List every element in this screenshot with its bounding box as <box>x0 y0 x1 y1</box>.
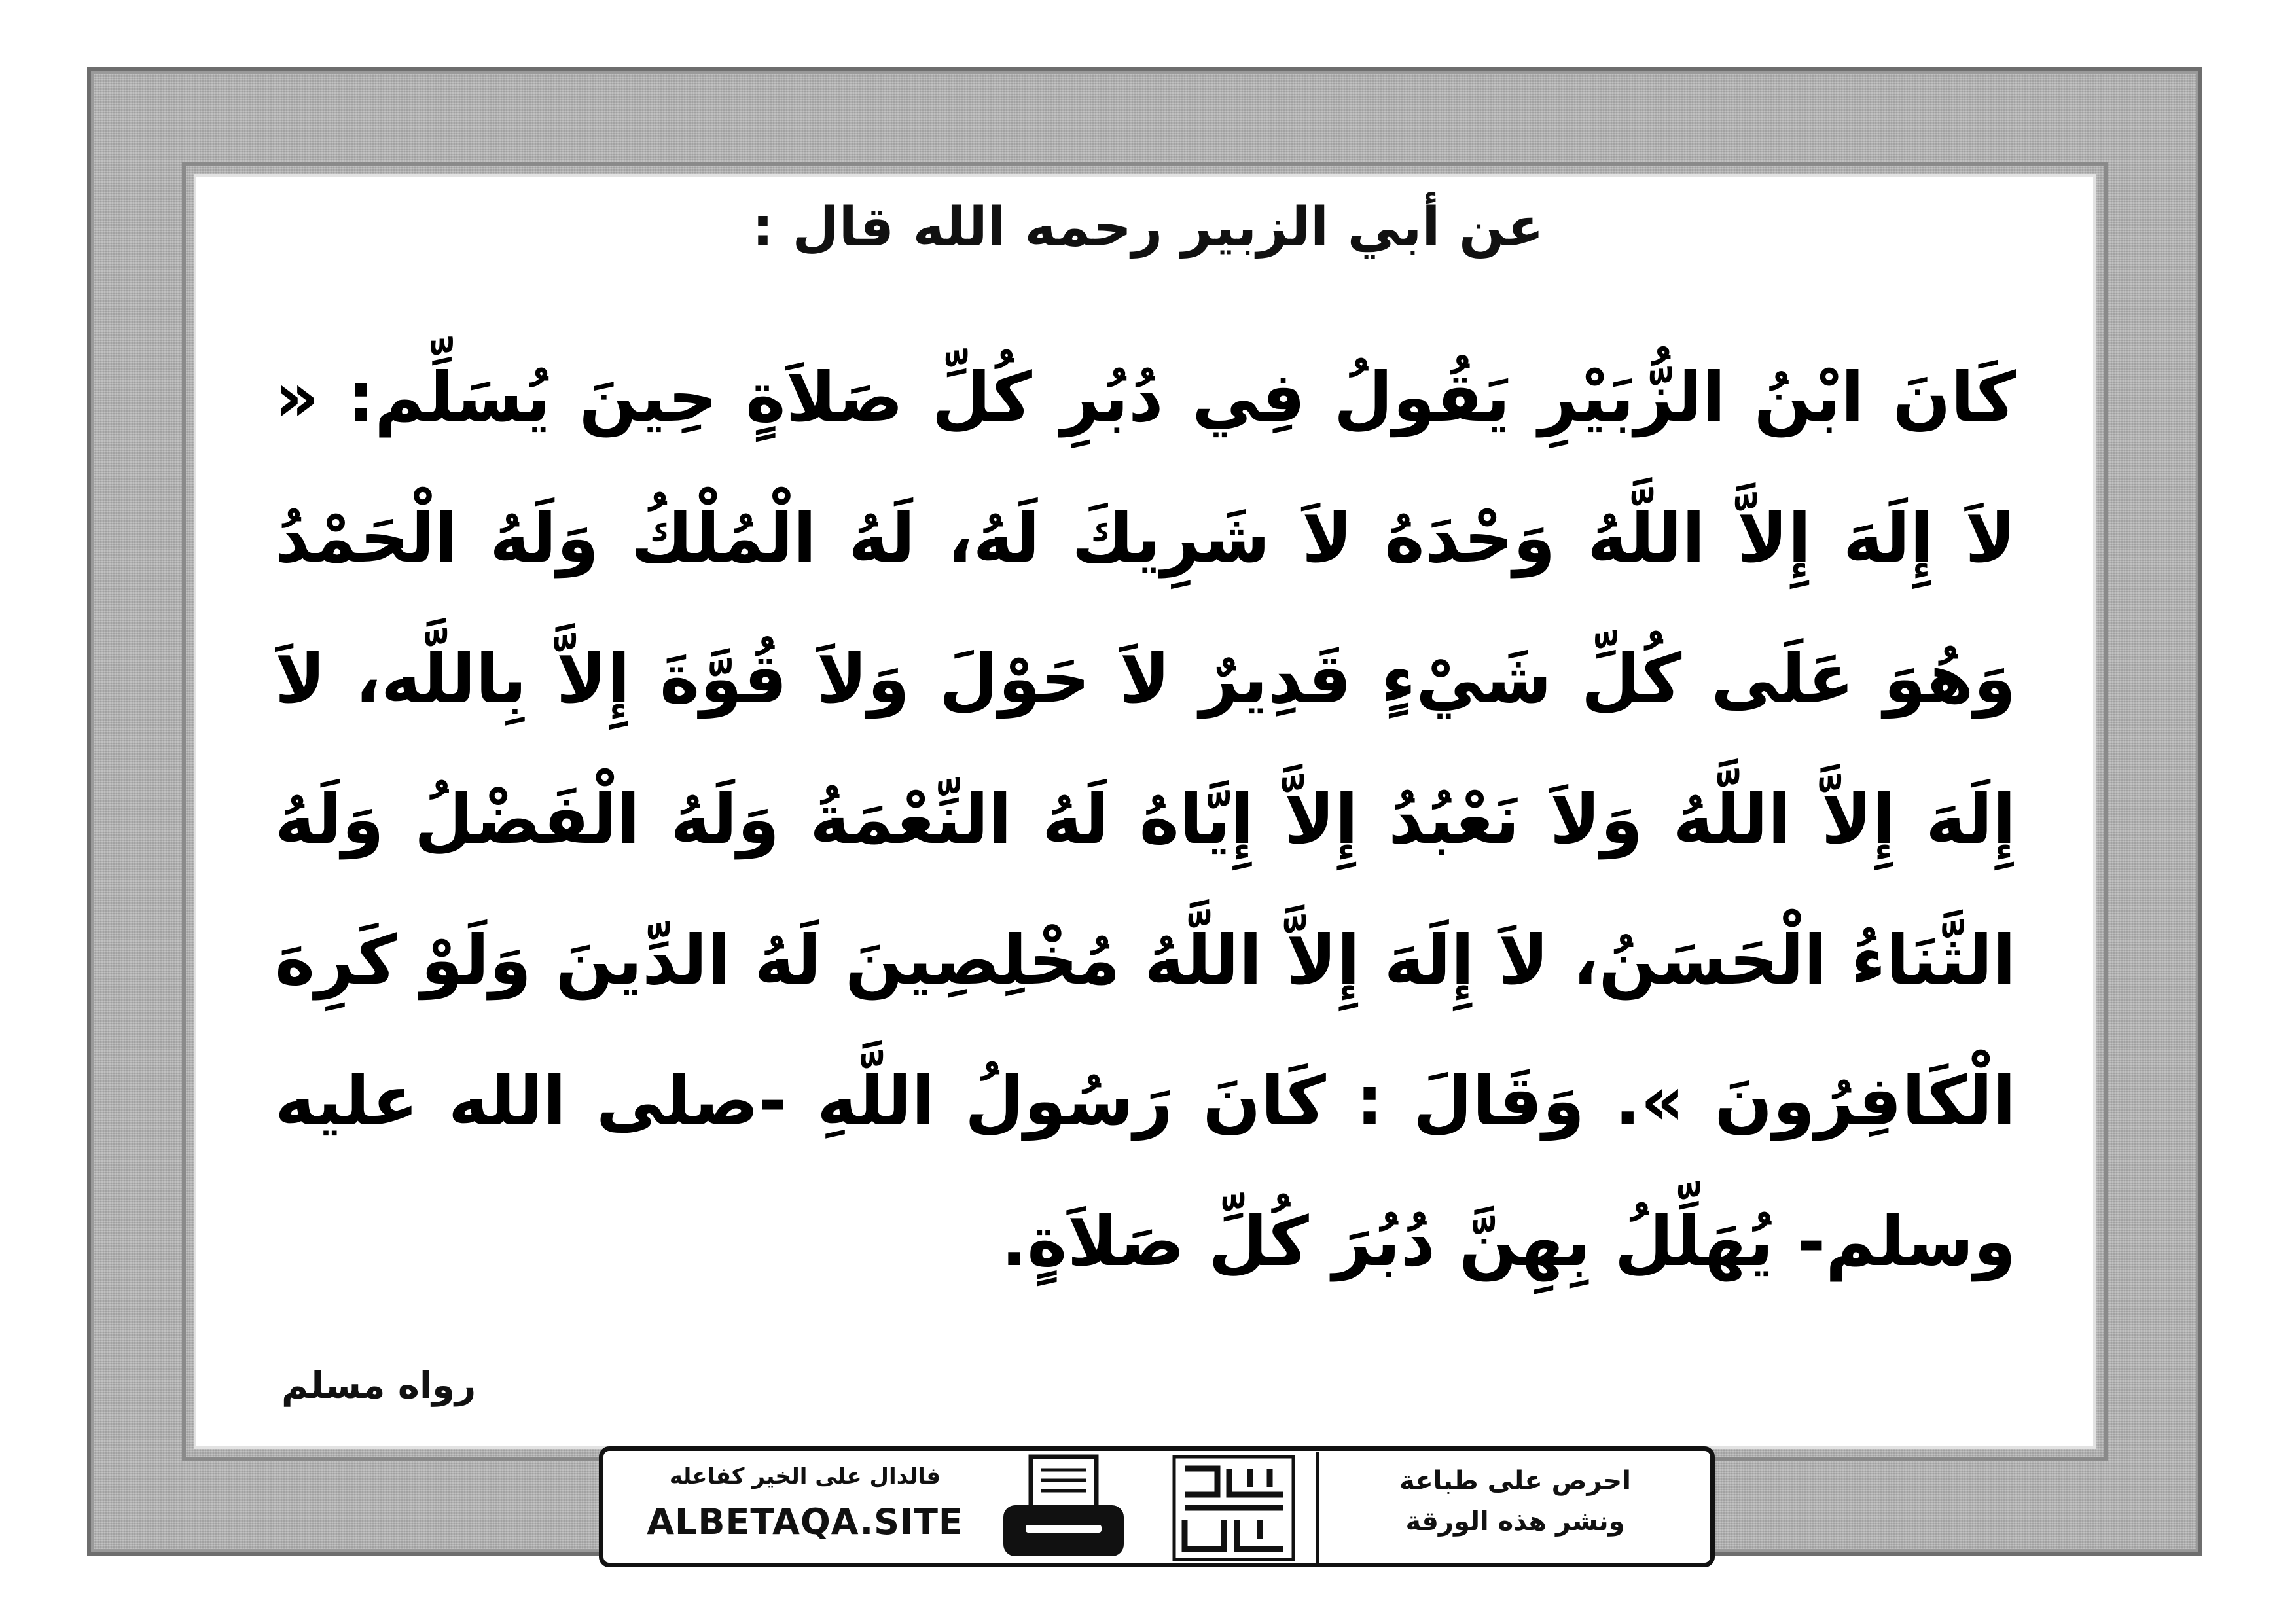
printer-icon <box>998 1454 1129 1562</box>
source-attribution: رواه مسلم <box>281 1364 476 1407</box>
footer-divider <box>1316 1452 1319 1563</box>
footer-site-block <box>609 1461 1001 1552</box>
footer-cta-line-2: ونشر هذه الورقة <box>1405 1507 1625 1537</box>
hadith-text: كَانَ ابْنُ الزُّبَيْرِ يَقُولُ فِي دُبُرِ كُلِّ صَلاَةٍ حِينَ يُسَلِّم: « لاَ إِلَهَ إِلاَّ اللَّهُ وَحْدَهُ لاَ شَرِيكَ لَهُ، لَهُ الْمُلْكُ وَلَهُ الْحَمْدُ وَهُوَ عَلَى كُلِّ شَيْءٍ قَدِيرٌ لاَ حَوْلَ وَلاَ قُوَّةَ إِلاَّ بِاللَّه، لاَ إِلَهَ إِلاَّ اللَّهُ وَلاَ نَعْبُدُ إِلاَّ إِيَّاهُ لَهُ النِّعْمَةُ وَلَهُ الْفَضْلُ وَلَهُ الثَّنَاءُ الْحَسَنُ، لاَ إِلَهَ إِلاَّ اللَّهُ مُخْلِصِينَ لَهُ الدِّينَ وَلَوْ كَرِهَ الْكَافِرُونَ ». وَقَالَ : كَانَ رَسُولُ اللَّهِ -صلى الله عليه وسلم- يُهَلِّلُ بِهِنَّ دُبُرَ كُلِّ صَلاَةٍ. <box>275 357 2016 1281</box>
daawatuna-logo <box>1172 1454 1296 1562</box>
footer-cta-line-1: احرص على طباعة <box>1399 1466 1631 1496</box>
footer-site-url[interactable]: ALBETAQA.SITE <box>647 1501 963 1543</box>
footer-call-to-action <box>1329 1461 1702 1552</box>
footer-slogan: فالدال على الخير كفاعله <box>669 1463 941 1489</box>
intro-line: عن أبي الزبير رحمه الله قال : <box>752 196 1544 259</box>
